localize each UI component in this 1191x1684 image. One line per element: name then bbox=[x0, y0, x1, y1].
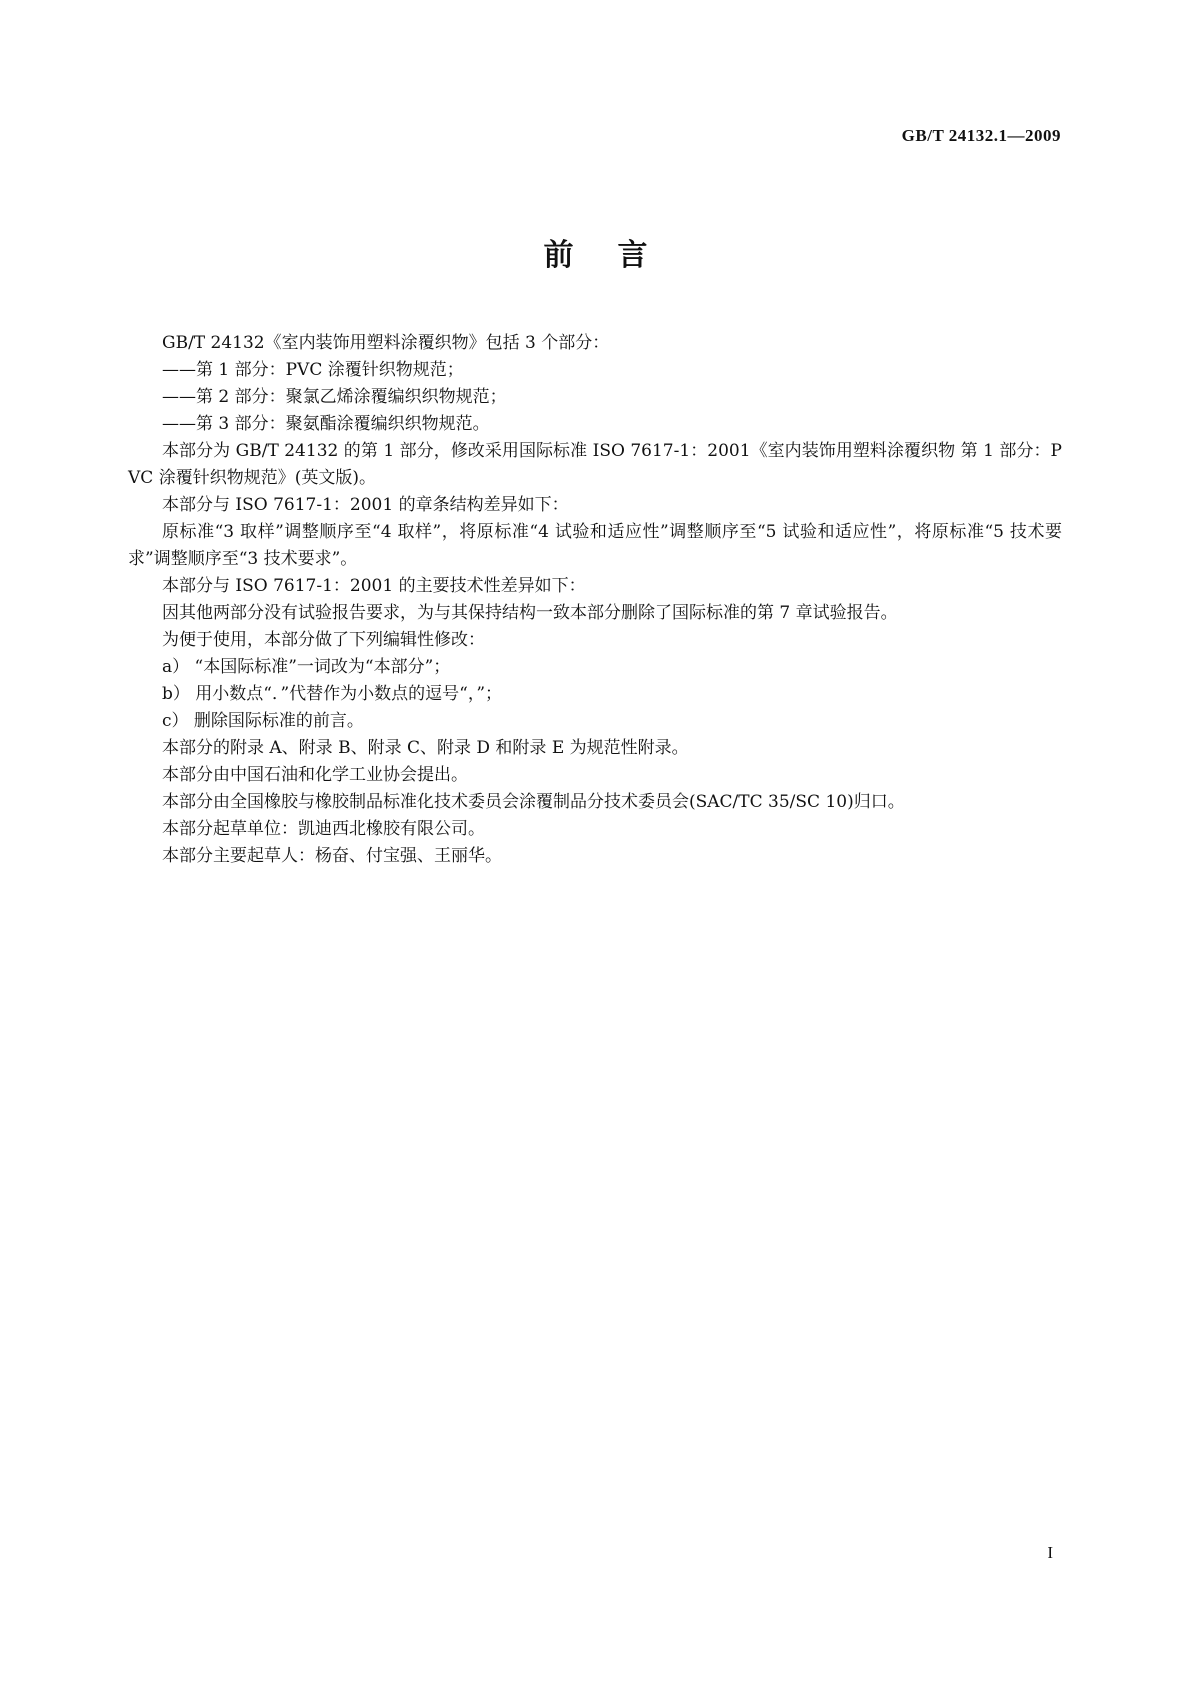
standard-code: GB/T 24132.1—2009 bbox=[901, 126, 1061, 145]
paragraph: 因其他两部分没有试验报告要求，为与其保持结构一致本部分删除了国际标准的第 7 章试验报告。 bbox=[162, 603, 898, 623]
list-item: c） 删除国际标准的前言。 bbox=[162, 711, 364, 731]
list-item: ——第 1 部分：PVC 涂覆针织物规范； bbox=[162, 360, 464, 380]
paragraph: 本部分主要起草人：杨奋、付宝强、王丽华。 bbox=[162, 846, 502, 866]
paragraph: 本部分由全国橡胶与橡胶制品标准化技术委员会涂覆制品分技术委员会(SAC/TC 35/SC 10)归口。 bbox=[162, 792, 905, 812]
paragraph: 本部分的附录 A、附录 B、附录 C、附录 D 和附录 E 为规范性附录。 bbox=[162, 738, 689, 758]
page-number: I bbox=[1047, 1543, 1053, 1562]
list-item: ——第 2 部分：聚氯乙烯涂覆编织织物规范； bbox=[162, 387, 507, 407]
paragraph: 本部分与 ISO 7617-1：2001 的主要技术性差异如下： bbox=[162, 576, 586, 596]
paragraph: 本部分与 ISO 7617-1：2001 的章条结构差异如下： bbox=[162, 495, 569, 515]
paragraph: 为便于使用，本部分做了下列编辑性修改： bbox=[162, 630, 485, 650]
foreword-body bbox=[128, 330, 1062, 870]
paragraph: 原标准“3 取样”调整顺序至“4 取样”，将原标准“4 试验和适应性”调整顺序至“5 试验和适应性”，将原标准“5 技术要求”调整顺序至“3 技术要求”。 bbox=[128, 522, 1062, 569]
list-item: b） 用小数点“．”代替作为小数点的逗号“，”； bbox=[162, 684, 503, 704]
page-title: 前言 bbox=[543, 238, 692, 273]
paragraph: 本部分由中国石油和化学工业协会提出。 bbox=[162, 765, 468, 785]
list-item: a） “本国际标准”一词改为“本部分”； bbox=[162, 657, 451, 677]
paragraph: 本部分为 GB/T 24132 的第 1 部分，修改采用国际标准 ISO 7617-1：2001《室内装饰用塑料涂覆织物 第 1 部分：PVC 涂覆针织物规范》(英文版)。 bbox=[128, 441, 1062, 488]
paragraph: 本部分起草单位：凯迪西北橡胶有限公司。 bbox=[162, 819, 485, 839]
list-item: ——第 3 部分：聚氨酯涂覆编织织物规范。 bbox=[162, 414, 490, 434]
paragraph: GB/T 24132《室内装饰用塑料涂覆织物》包括 3 个部分： bbox=[162, 333, 610, 353]
